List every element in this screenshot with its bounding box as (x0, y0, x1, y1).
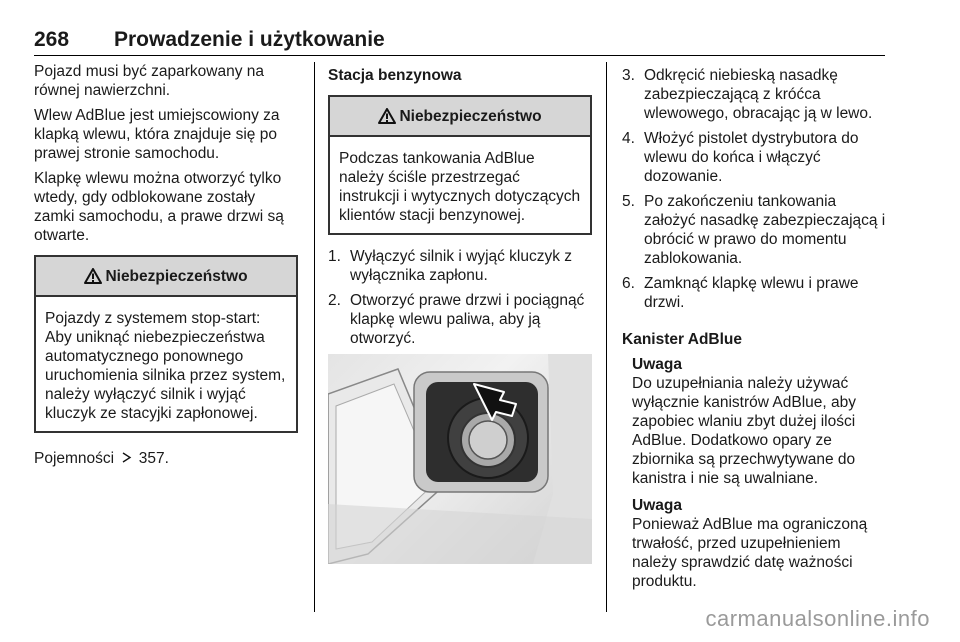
steps-list-1 (328, 247, 592, 348)
note-text: Do uzupełniania należy używać wyłącznie kanistrów AdBlue, aby zapobiec wlaniu zbyt dużej ilości AdBlue. Dodatkowo opary ze zbiornika są przechwytywane do kanistra i nie są uwalniane. (632, 375, 857, 487)
page-title: Prowadzenie i użytkowanie (114, 28, 385, 51)
warning-body: Podczas tankowania AdBlue należy ściśle przestrzegać instrukcji i wytycznych dotyczących klientów stacji benzynowej. (339, 150, 581, 224)
paragraph-parking: Pojazd musi być zaparkowany na równej nawierzchni. (34, 63, 265, 99)
list-item (622, 192, 888, 268)
warning-title: Niebezpieczeństwo (399, 107, 542, 125)
note-canister-use (632, 355, 888, 488)
header-rule (34, 55, 885, 56)
paragraph-flap-opening: Klapkę wlewu można otworzyć tylko wtedy, gdy odblokowane zostały zamki samochodu, a prawe drzwi są otwarte. (34, 170, 284, 244)
capacity-page-link[interactable]: 357. (138, 450, 169, 467)
list-item (622, 66, 888, 123)
step-number: 3. (622, 67, 635, 84)
middle-column (328, 62, 592, 564)
warning-body: Pojazdy z systemem stop-start: Aby uniknąć niebezpieczeństwa automatycznego ponownego uruchomienia silnika przez system, należy wyłączyć silnik i wyjąć kluczyk ze stacyjki zapłonowej. (45, 310, 286, 422)
step-text: Włożyć pistolet dystrybutora do wlewu do końca i włączyć dozowanie. (644, 130, 859, 185)
list-item (622, 274, 888, 312)
warning-triangle-icon (378, 108, 396, 124)
step-text: Zamknąć klapkę wlewu i prawe drzwi. (644, 275, 859, 311)
step-text: Po zakończeniu tankowania założyć nasadkę zabezpieczającą i obrócić w prawo do momentu zablokowania. (644, 193, 886, 267)
paragraph-filler-location: Wlew AdBlue jest umiejscowiony za klapką wlewu, która znajduje się po prawej stronie samochodu. (34, 107, 280, 162)
step-number: 5. (622, 193, 635, 210)
note-label: Uwaga (632, 497, 682, 514)
step-number: 1. (328, 248, 341, 265)
step-text: Odkręcić niebieską nasadkę zabezpieczającą z króćca wlewowego, obracając ją w lewo. (644, 67, 873, 122)
left-column (34, 62, 298, 474)
warning-title: Niebezpieczeństwo (105, 267, 248, 285)
column-divider-2 (606, 62, 607, 612)
reference-arrow-icon[interactable] (121, 452, 132, 463)
list-item (328, 247, 592, 285)
watermark-text: carmanualsonline.info (705, 606, 930, 631)
capacity-reference (34, 449, 298, 468)
section-heading-gas-station: Stacja benzynowa (328, 67, 462, 84)
fuel-flap-illustration (328, 354, 592, 564)
step-number: 2. (328, 292, 341, 309)
warning-header (36, 257, 296, 297)
step-text: Wyłączyć silnik i wyjąć kluczyk z wyłącznika zapłonu. (350, 248, 573, 284)
section-heading-canister: Kanister AdBlue (622, 331, 743, 348)
note-label: Uwaga (632, 356, 682, 373)
step-number: 6. (622, 275, 635, 292)
right-column (622, 62, 888, 597)
steps-list-2 (622, 66, 888, 312)
warning-header (330, 97, 590, 137)
step-number: 4. (622, 130, 635, 147)
note-shelf-life (632, 496, 888, 591)
warning-triangle-icon (84, 268, 102, 284)
page-number: 268 (34, 28, 70, 51)
step-text: Otworzyć prawe drzwi i pociągnąć klapkę wlewu paliwa, aby ją otworzyć. (350, 292, 585, 347)
fuel-flap-photo (328, 354, 592, 564)
capacity-label: Pojemności (34, 450, 115, 467)
list-item (328, 291, 592, 348)
list-item (622, 129, 888, 186)
warning-box-stop-start (34, 255, 298, 433)
warning-box-gas-station (328, 95, 592, 235)
note-text: Ponieważ AdBlue ma ograniczoną trwałość, przed uzupełnieniem należy sprawdzić datę ważności produktu. (632, 516, 868, 590)
column-divider-1 (314, 62, 315, 612)
page-header (34, 28, 884, 54)
